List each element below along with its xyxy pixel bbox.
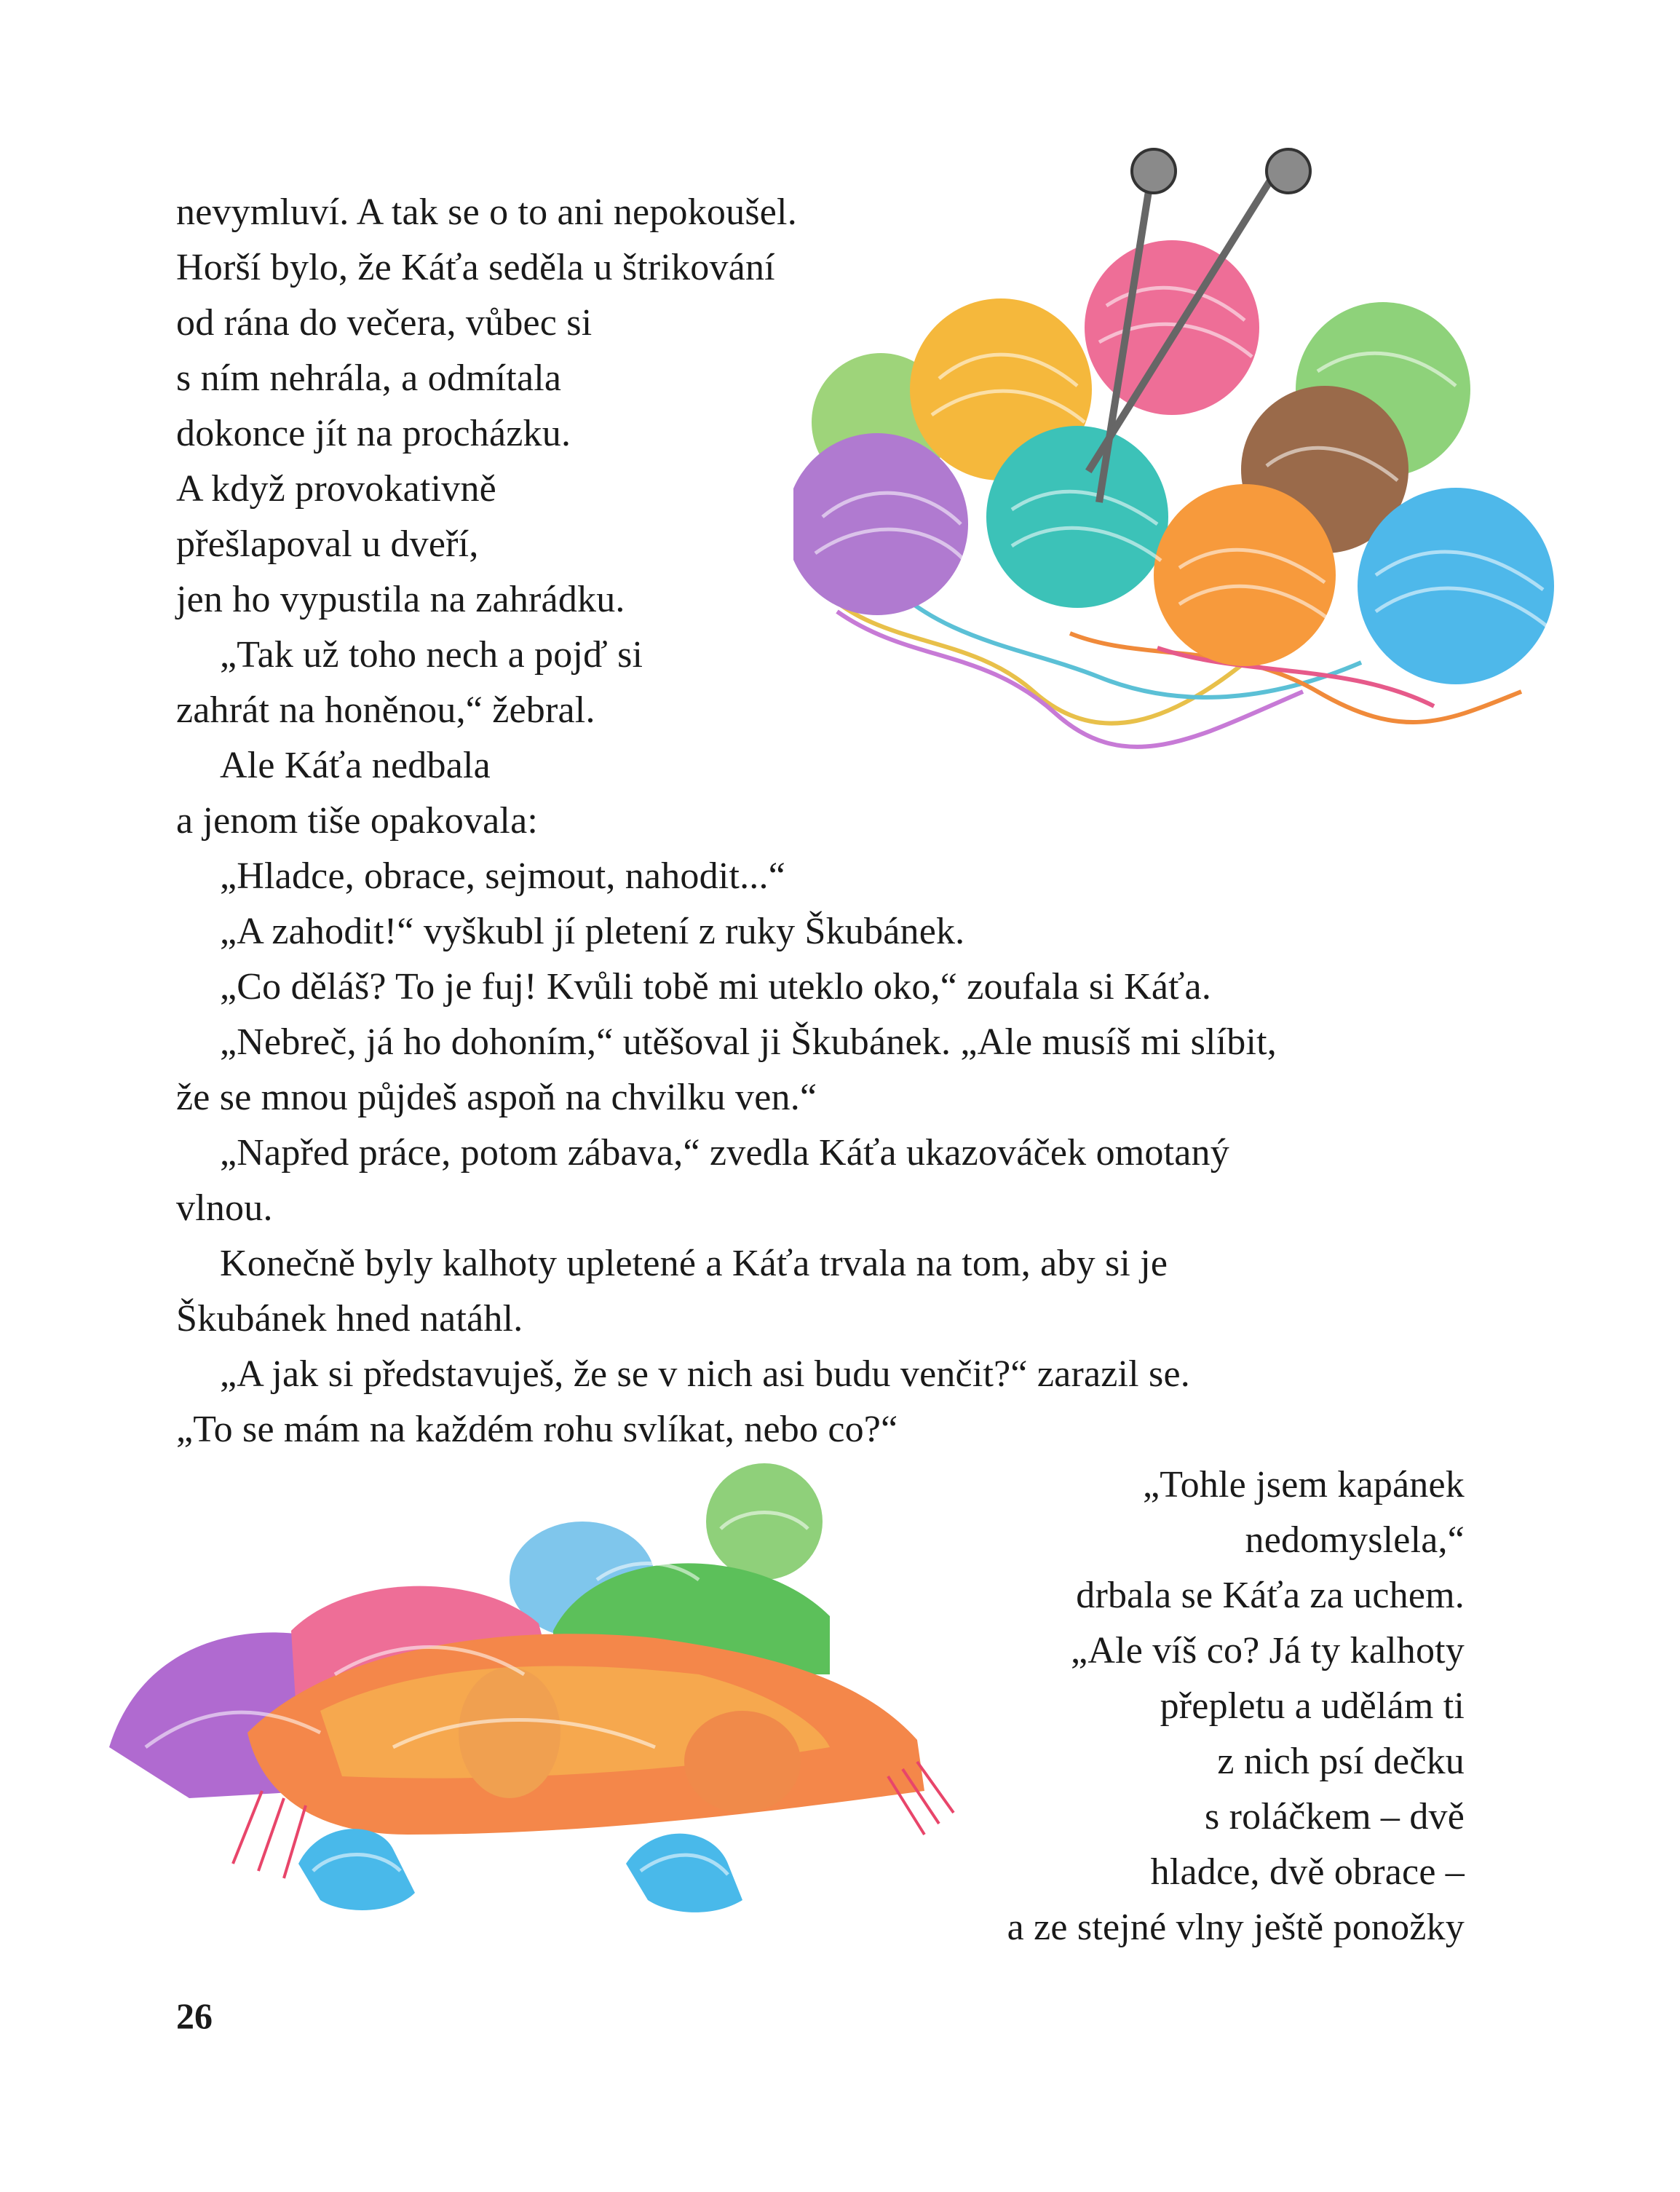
text-line-28: přepletu a udělám ti — [1160, 1685, 1465, 1727]
text-line-5: dokonce jít na procházku. — [176, 413, 571, 454]
text-line-19: vlnou. — [176, 1187, 273, 1229]
text-line-31: hladce, dvě obrace – — [1150, 1851, 1465, 1893]
text-line-6: A když provokativně — [176, 468, 496, 510]
text-line-9: „Tak už toho nech a pojď si — [220, 634, 643, 676]
knitted-clothes-illustration — [102, 1456, 1005, 1922]
yarn-balls-illustration — [793, 138, 1565, 764]
text-line-29: z nich psí dečku — [1217, 1741, 1465, 1782]
text-line-25: nedomyslela,“ — [1245, 1519, 1465, 1561]
page-number: 26 — [176, 1995, 213, 2036]
text-line-8: jen ho vypustila na zahrádku. — [176, 579, 625, 620]
text-line-2: Horší bylo, že Káťa seděla u štrikování — [176, 247, 775, 288]
text-line-7: přešlapoval u dveří, — [176, 523, 479, 565]
text-line-23: „To se mám na každém rohu svlíkat, nebo co?“ — [176, 1409, 898, 1450]
text-line-14: „A zahodit!“ vyškubl jí pletení z ruky Škubánek. — [220, 911, 965, 952]
text-line-10: zahrát na honěnou,“ žebral. — [176, 689, 595, 731]
text-line-22: „A jak si představuješ, že se v nich asi budu venčit?“ zarazil se. — [220, 1353, 1190, 1395]
text-line-16: „Nebreč, já ho dohoním,“ utěšoval ji Škubánek. „Ale musíš mi slíbit, — [220, 1021, 1277, 1063]
text-line-30: s roláčkem – dvě — [1205, 1796, 1465, 1837]
text-line-20: Konečně byly kalhoty upletené a Káťa trvala na tom, aby si je — [220, 1243, 1168, 1284]
text-line-12: a jenom tiše opakovala: — [176, 800, 539, 842]
text-line-1: nevymluví. A tak se o to ani nepokoušel. — [176, 191, 797, 233]
text-line-13: „Hladce, obrace, sejmout, nahodit...“ — [220, 855, 785, 897]
text-line-15: „Co děláš? To je fuj! Kvůli tobě mi uteklo oko,“ zoufala si Káťa. — [220, 966, 1212, 1008]
text-line-18: „Napřed práce, potom zábava,“ zvedla Káťa ukazováček omotaný — [220, 1132, 1229, 1174]
text-line-4: s ním nehrála, a odmítala — [176, 357, 562, 399]
text-line-11: Ale Káťa nedbala — [220, 745, 491, 786]
text-line-32: a ze stejné vlny ještě ponožky — [1007, 1907, 1465, 1948]
text-line-27: „Ale víš co? Já ty kalhoty — [1071, 1630, 1465, 1671]
text-line-21: Škubánek hned natáhl. — [176, 1298, 523, 1340]
text-line-17: že se mnou půjdeš aspoň na chvilku ven.“ — [176, 1077, 817, 1118]
text-line-26: drbala se Káťa za uchem. — [1076, 1575, 1465, 1616]
text-line-3: od rána do večera, vůbec si — [176, 302, 593, 344]
text-line-24: „Tohle jsem kapánek — [1143, 1464, 1465, 1505]
